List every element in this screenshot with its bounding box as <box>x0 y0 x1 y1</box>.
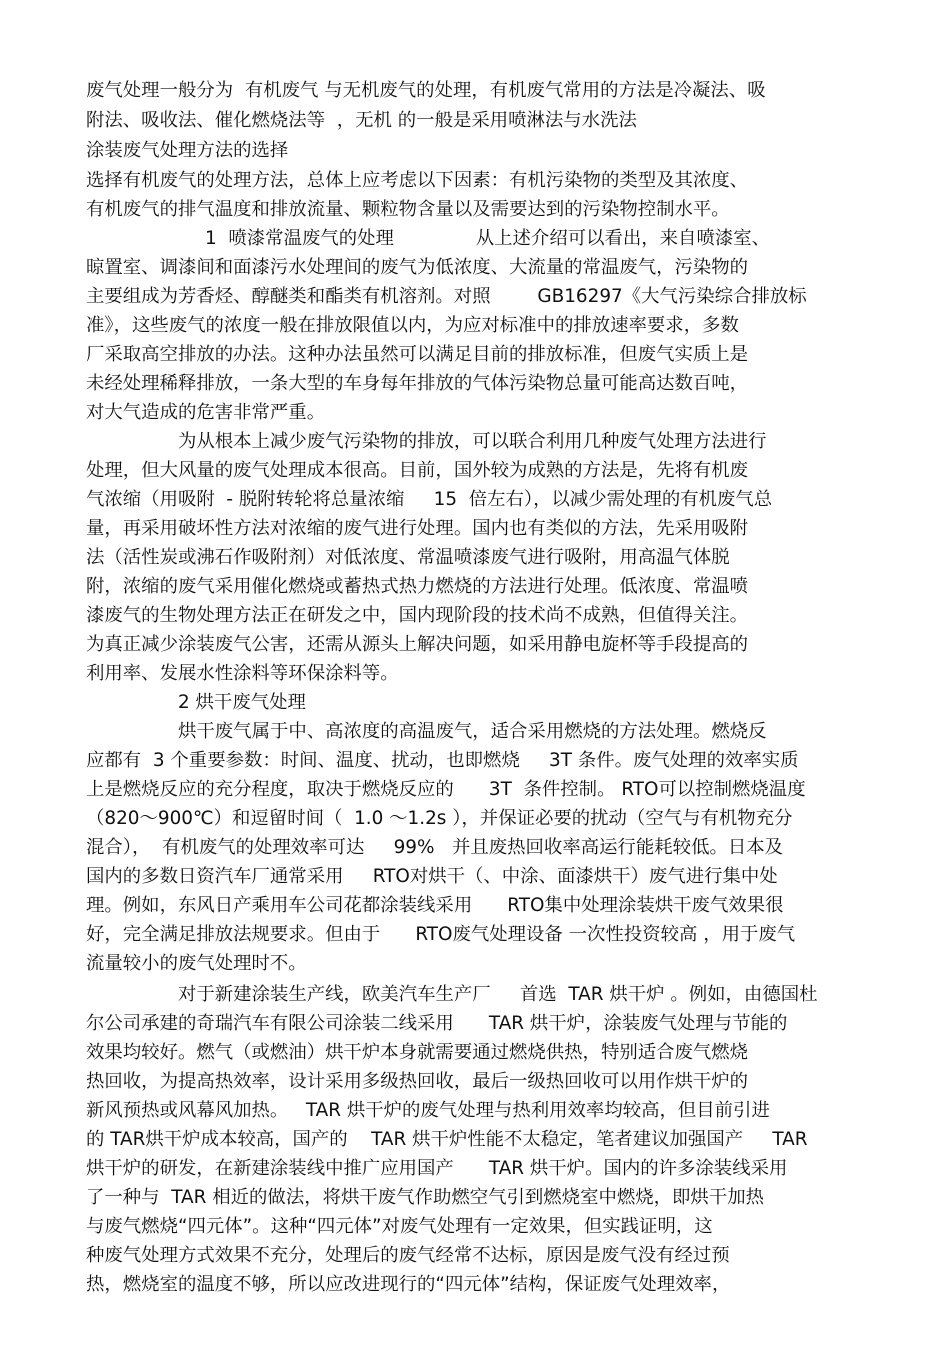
text-line: 烘干废气属于中、高浓度的高温废气，适合采用燃烧的方法处理。燃烧反 <box>178 721 767 742</box>
text-line: 上是燃烧反应的充分程度，取决于燃烧反应的 3T 条件控制。 RTO可以控制燃烧温度 <box>86 779 806 800</box>
section-heading: 2 烘干废气处理 <box>178 692 306 713</box>
text-line: 附法、吸收法、催化燃烧法等 ，无机 的一般是采用喷淋法与水洗法 <box>86 110 637 131</box>
text-line: 尔公司承建的奇瑞汽车有限公司涂装二线采用 TAR 烘干炉，涂装废气处理与节能的 <box>86 1013 788 1034</box>
text-line: 气浓缩（用吸附 - 脱附转轮将总量浓缩 15 倍左右），以减少需处理的有机废气总 <box>86 489 773 510</box>
text-line: 了一种与 TAR 相近的做法，将烘干废气作助燃空气引到燃烧室中燃烧，即烘干加热 <box>86 1187 764 1208</box>
text-line: 附，浓缩的废气采用催化燃烧或蓄热式热力燃烧的方法进行处理。低浓度、常温喷 <box>86 576 749 597</box>
text-line: 理。例如，东风日产乘用车公司花都涂装线采用 RTO集中处理涂装烘干废气效果很 <box>86 895 784 916</box>
text-line: 混合）， 有机废气的处理效率可达 99% 并且废热回收率高运行能耗较低。日本及 <box>86 837 784 858</box>
text-line: 应都有 3 个重要参数：时间、温度、扰动，也即燃烧 3T 条件。废气处理的效率实质 <box>86 750 799 771</box>
text-line: 处理，但大风量的废气处理成本很高。目前，国外较为成熟的方法是，先将有机废 <box>86 460 749 481</box>
text-line: 选择有机废气的处理方法，总体上应考虑以下因素：有机污染物的类型及其浓度、 <box>86 170 749 191</box>
text-line: 对于新建涂装生产线，欧美汽车生产厂 首选 TAR 烘干炉 。例如，由德国杜 <box>178 984 818 1005</box>
text-line: 法（活性炭或沸石作吸附剂）对低浓度、常温喷漆废气进行吸附，用高温气体脱 <box>86 547 730 568</box>
text-line: 未经处理稀释排放，一条大型的车身每年排放的气体污染物总量可能高达数百吨， <box>86 373 749 394</box>
text-line: 有机废气的排气温度和排放流量、颗粒物含量以及需要达到的污染物控制水平。 <box>86 199 730 220</box>
text-line: 与废气燃烧“四元体”。这种“四元体”对废气处理有一定效果，但实践证明，这 <box>86 1216 713 1237</box>
text-line: 晾置室、调漆间和面漆污水处理间的废气为低浓度、大流量的常温废气，污染物的 <box>86 257 749 278</box>
section-heading: 1 喷漆常温废气的处理 从上述介绍可以看出，来自喷漆室、 <box>205 228 771 249</box>
text-line: 新风预热或风幕风加热。 TAR 烘干炉的废气处理与热利用效率均较高，但目前引进 <box>86 1100 770 1121</box>
text-line: 废气处理一般分为 有机废气 与无机废气的处理，有机废气常用的方法是冷凝法、吸 <box>86 80 766 101</box>
section-heading: 涂装废气处理方法的选择 <box>86 140 289 161</box>
text-line: 效果均较好。燃气（或燃油）烘干炉本身就需要通过燃烧供热，特别适合废气燃烧 <box>86 1042 749 1063</box>
text-line: 为真正减少涂装废气公害，还需从源头上解决问题，如采用静电旋杯等手段提高的 <box>86 634 749 655</box>
text-line: 漆废气的生物处理方法正在研发之中，国内现阶段的技术尚不成熟，但值得关注。 <box>86 605 749 626</box>
text-line: 热，燃烧室的温度不够，所以应改进现行的“四元体”结构，保证废气处理效率， <box>86 1274 731 1295</box>
text-line: 为从根本上减少废气污染物的排放，可以联合利用几种废气处理方法进行 <box>178 431 767 452</box>
text-line: 流量较小的废气处理时不。 <box>86 953 307 974</box>
text-line: 准》，这些废气的浓度一般在排放限值以内，为应对标准中的排放速率要求，多数 <box>86 315 739 336</box>
text-line: 热回收，为提高热效率，设计采用多级热回收，最后一级热回收可以用作烘干炉的 <box>86 1071 749 1092</box>
text-line: 国内的多数日资汽车厂通常采用 RTO对烘干（、中涂、面漆烘干）废气进行集中处 <box>86 866 778 887</box>
text-line: 量，再采用破坏性方法对浓缩的废气进行处理。国内也有类似的方法，先采用吸附 <box>86 518 749 539</box>
text-line: 种废气处理方式效果不充分，处理后的废气经常不达标，原因是废气没有经过预 <box>86 1245 730 1266</box>
text-line: （820～900℃）和逗留时间（ 1.0 ～1.2s ），并保证必要的扰动（空气与有机物充分 <box>86 808 793 829</box>
text-line: 厂采取高空排放的办法。这种办法虽然可以满足目前的排放标准，但废气实质上是 <box>86 344 749 365</box>
text-line: 烘干炉的研发，在新建涂装线中推广应用国产 TAR 烘干炉。国内的许多涂装线采用 <box>86 1158 788 1179</box>
text-line: 主要组成为芳香烃、醇醚类和酯类有机溶剂。对照 GB16297《大气污染综合排放标 <box>86 286 807 307</box>
text-line: 对大气造成的危害非常严重。 <box>86 402 326 423</box>
text-line: 好，完全满足排放法规要求。但由于 RTO废气处理设备 一次性投资较高 ，用于废气 <box>86 924 796 945</box>
text-line: 的 TAR烘干炉成本较高，国产的 TAR 烘干炉性能不太稳定，笔者建议加强国产 TAR <box>86 1129 808 1150</box>
text-line: 利用率、发展水性涂料等环保涂料等。 <box>86 663 399 684</box>
